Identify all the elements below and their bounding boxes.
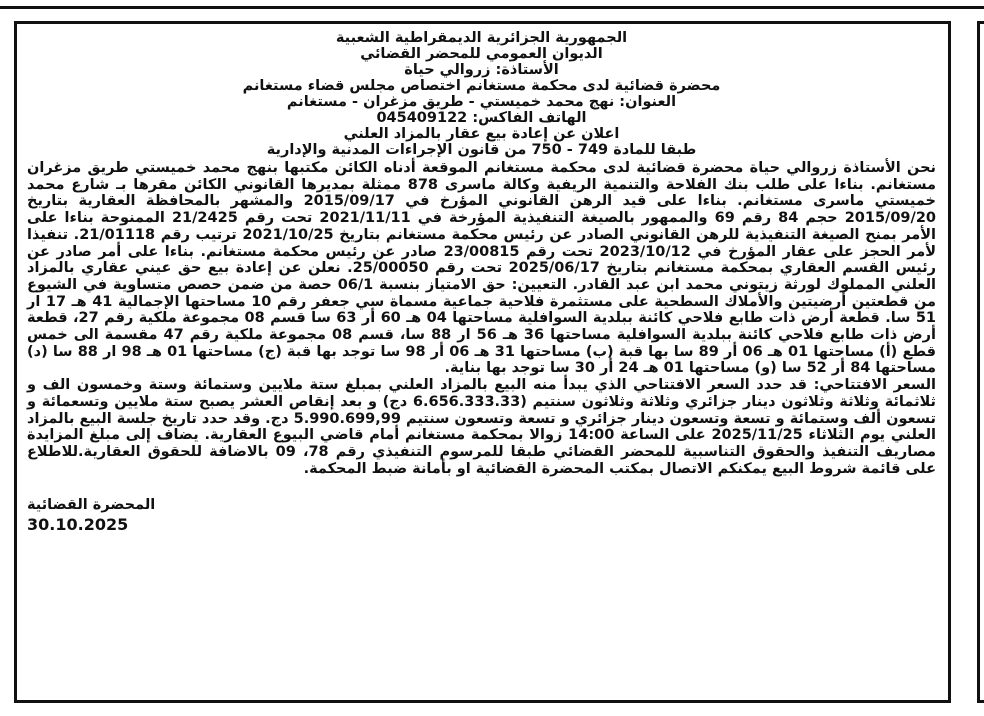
jurisdiction-line: محضرة قضائية لدى محكمة مستغانم اختصاص مجلس قضاء مستغانم [242, 78, 721, 94]
signature-label: المحضرة القضائية [27, 497, 156, 514]
notice-header [27, 30, 936, 158]
professor-name: الأستاذة: زروالي حياة [404, 62, 559, 78]
address-line: العنوان: نهج محمد خميستي - طريق مزغران - مستغانم [286, 94, 677, 110]
legal-notice [14, 21, 951, 703]
notice-date: 30.10.2025 [27, 515, 129, 535]
legal-basis-line: طبقا للمادة 749 - 750 من قانون الإجراءات المدنية والإدارية [266, 142, 697, 158]
announcement-title: اعلان عن إعادة بيع عقار بالمزاد العلني [343, 126, 620, 142]
notice-paragraph-main: نحن الأستاذة زروالي حياة محضرة قضائية لدى محكمة مستغانم الموقعة أدناه الكائن مكتبها بنهج محمد خميستي طريق مزغران مستغانم. بناءا على طلب بنك الفلاحة والتنمية الريفية وكالة ماسرى 878 ممثلة بمديرها القانوني الكائن مقرها بـ شارع محمد خميستي ماسرى مستغانم. بناءا على قيد الرهن القانوني المؤرخ في 2015/09/17 والمشهر بالمحافظة العقارية بتاريخ 2015/09/20 حجم 84 رقم 69 والممهور بالصيغة التنفيذية المؤرخة في 2021/11/11 تحت رقم 21/2425 الممنوحة بناءا على الأمر بمنح الصيغة التنفيذية للرهن القانوني الصادر عن رئيس محكمة مستغانم بتاريخ 2021/10/25 ترتيب رقم 21/01118. تنفيذا لأمر الحجز على عقار المؤرخ في 2023/10/12 تحت رقم 23/00815 صادر عن رئيس محكمة مستغانم. بناءا على أمر صادر عن رئيس القسم العقاري بمحكمة مستغانم بتاريخ 2025/06/17 تحت رقم 25/00050. نعلن عن إعادة بيع حق عيني عقاري بالمزاد العلني المملوك لورثة زيتوني محمد ابن عبد القادر. التعيين: حق الامتياز بنسبة 06/1 حصة من ضمن حصص متساوية في الشيوع من قطعتين أرضيتين والأملاك السطحية على مستثمرة فلاحية جماعية مسماة سي جعفر رقم 10 مساحتها الإجمالية 41 هـ 17 ار 51 سا. قطعة أرض ذات طابع فلاحي كائنة ببلدية السوافلية مساحتها 04 هـ 60 أر 63 سا قسم 08 مجموعة ملكية رقم 27، قطعة أرض ذات طابع فلاحي كائنة ببلدية السوافلية مساحتها 36 هـ 56 ار 88 سا، قسم 08 مجموعة ملكية رقم 47 مقسمة الى خمس قطع (أ) مساحتها 01 هـ 06 أر 89 سا بها قبة (ب) مساحتها 31 هـ 06 أر 98 سا توجد بها قبة (ج) مساحتها 01 هـ 98 ار 88 سا (د) مساحتها 84 أر 52 سا (و) مساحتها 01 هـ 24 أر 30 سا توجد بها بناية. [27, 160, 937, 377]
notice-paragraph-price: السعر الافتتاحي: قد حدد السعر الافتتاحي الذي يبدأ منه البيع بالمزاد العلني بمبلغ ستة ملايين وستمائة وستة وخمسون الف و ثلاثمائة وثلاثة وثلاثون دينار جزائري وثلاثة وثلاثون سنتيم (6.656.333.33 دج) و بعد إنقاص العشر يصبح ستة ملايين وتسعمائة و تسعون ألف وستمائة و تسعة وتسعون دينار جزائري و تسعة وتسعون سنتيم 5.990.699,99 دج. وقد حدد تاريخ جلسة البيع بالمزاد العلني يوم الثلاثاء 2025/11/25 على الساعة 14:00 زوالا بمحكمة مستغانم أمام قاضي البيوع العقارية. يضاف إلى مبلغ المزايدة مصاريف التنفيذ والحقوق التناسبية للمحضر القضائي طبقا للمرسوم التنفيذي رقم 78، 09 بالاضافة للحقوق العقارية.للاطلاع على قائمة شروط البيع يمكنكم الاتصال بمكتب المحضرة القضائية او بأمانة ضبط المحكمة. [27, 377, 936, 477]
office-title: الديوان العمومي للمحضر القضائي [360, 46, 603, 62]
adjacent-column-border [977, 21, 984, 703]
top-rule [0, 6, 984, 9]
notice-footer [27, 495, 936, 535]
republic-title: الجمهورية الجزائرية الديمقراطية الشعبية [335, 30, 628, 46]
phone-fax-line: الهاتف الفاكس: 045409122 [376, 110, 587, 126]
notice-body [27, 160, 936, 477]
